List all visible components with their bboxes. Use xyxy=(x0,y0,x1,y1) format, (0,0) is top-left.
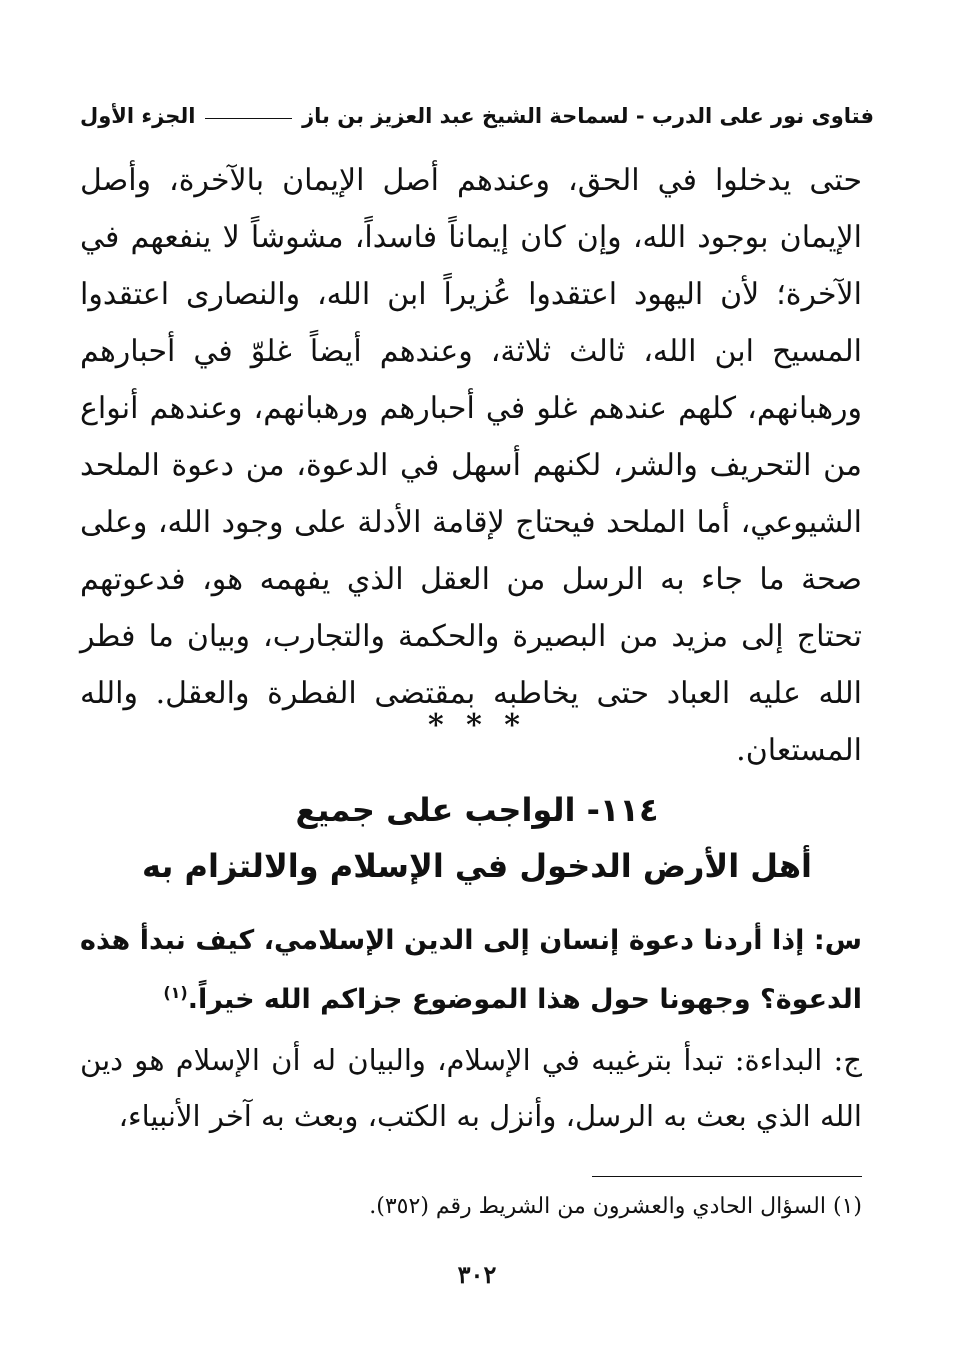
running-header xyxy=(80,88,874,128)
question-paragraph xyxy=(80,915,862,1026)
header-rule xyxy=(205,118,292,119)
body-paragraph: حتى يدخلوا في الحق، وعندهم أصل الإيمان بالآخرة، وأصل الإيمان بوجود الله، وإن كان إيماناً فاسداً، مشوشاً لا ينفعهم في الآخرة؛ لأن اليهود اعتقدوا عُزيراً ابن الله، والنصارى اعتقدوا المسيح ابن الله، ثالث ثلاثة، وعندهم أيضاً غلوّ في أحبارهم ورهبانهم، كلهم عندهم غلو في أحبارهم ورهبانهم، وعندهم أنواع من التحريف والشر، لكنهم أسهل في الدعوة، من دعوة الملحد الشيوعي، أما الملحد فيحتاج لإقامة الأدلة على وجود الله، وعلى صحة ما جاء به الرسل من العقل الذي يفهمه هو، فدعوتهم تحتاج إلى مزيد من البصيرة والحكمة والتجارب، وبيان ما فطر الله عليه العباد حتى يخاطبه بمقتضى الفطرة والعقل. والله المستعان. xyxy=(80,163,862,768)
question-text: س: إذا أردنا دعوة إنسان إلى الدين الإسلامي، كيف نبدأ هذه الدعوة؟ وجهونا حول هذا الموضوع جزاكم الله خيراً. xyxy=(80,925,862,1015)
footnote-marker: (١) xyxy=(163,983,188,1002)
page-number: ٣٠٢ xyxy=(457,1260,497,1289)
footnote-divider xyxy=(592,1176,862,1177)
fatwa-heading xyxy=(60,782,894,894)
answer-paragraph: ج: البداءة: تبدأ بترغيبه في الإسلام، والبيان له أن الإسلام هو دين الله الذي بعث به الرسل، وأنزل به الكتب، وبعث به آخر الأنبياء، xyxy=(80,1043,862,1133)
footnote: (١) السؤال الحادي والعشرون من الشريط رقم (٣٥٢). xyxy=(369,1194,862,1219)
heading-line-1: ١١٤- الواجب على جميع xyxy=(295,791,659,829)
header-volume: الجزء الأول xyxy=(80,104,196,128)
section-separator: * * * xyxy=(428,708,526,743)
header-book-title: فتاوى نور على الدرب - لسماحة الشيخ عبد العزيز بن باز xyxy=(302,104,874,128)
heading-line-2: أهل الأرض الدخول في الإسلام والالتزام به xyxy=(141,847,813,885)
